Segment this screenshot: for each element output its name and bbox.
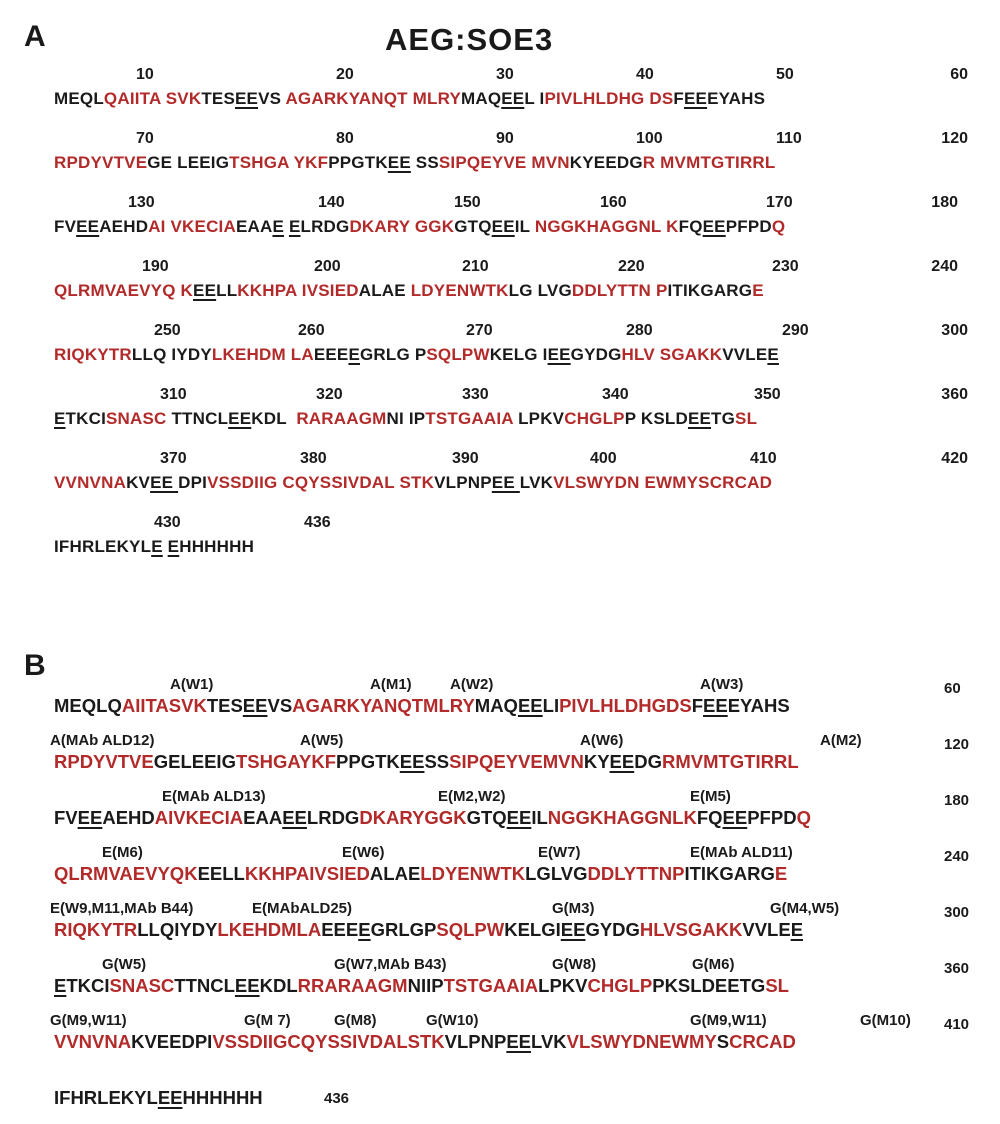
sequence-segment: LL — [216, 281, 238, 300]
epitope-label: G(W8) — [552, 956, 597, 973]
sequence-segment: VS — [258, 89, 286, 108]
sequence-segment: MAQ — [474, 695, 518, 716]
residue-number: 290 — [782, 322, 809, 339]
epitope-block — [54, 844, 970, 900]
underlined-residues: EE — [722, 807, 748, 828]
sequence-line — [54, 153, 776, 173]
underlined-residues: EE — [234, 975, 260, 996]
epitope-label: E(M2,W2) — [438, 788, 506, 805]
underlined-residues: E — [167, 537, 180, 556]
epitope-segment: RIQKYTR — [54, 345, 132, 364]
epitope-segment: RPDYVTVE — [54, 153, 148, 172]
sequence-segment: GTQ — [466, 807, 507, 828]
underlined-residues: EE — [703, 695, 728, 716]
panel-b-epitope-map — [50, 676, 970, 1124]
residue-number: 10 — [136, 66, 154, 83]
panel-b-label: B — [24, 649, 46, 682]
epitope-segment: VSSDIIGCQYSSIVDALSTK — [212, 1031, 445, 1052]
epitope-block — [54, 1068, 944, 1124]
underlined-residues: EE — [76, 217, 100, 236]
sequence-segment: EEE — [321, 919, 359, 940]
sequence-segment: NI IP — [386, 409, 426, 428]
epitope-segment: SNASC — [106, 409, 167, 428]
sequence-line — [54, 345, 779, 365]
epitope-label: E(W9,M11,MAb B44) — [50, 900, 194, 917]
sequence-segment: GE LEEIG — [147, 153, 230, 172]
sequence-segment: KDL — [259, 975, 298, 996]
residue-number: 110 — [776, 130, 802, 147]
sequence-segment: F — [691, 695, 703, 716]
epitope-segment: LKEHDM LA — [211, 345, 314, 364]
sequence-segment: LLQ IYDY — [131, 345, 212, 364]
epitope-segment: VVNVNA — [54, 1031, 132, 1052]
sequence-segment: VS — [267, 695, 293, 716]
residue-number: 436 — [324, 1090, 350, 1107]
epitope-segment: AGARKYANQT MLRY — [285, 89, 461, 108]
residue-number: 30 — [496, 66, 514, 83]
sequence-segment: S — [716, 1031, 730, 1052]
residue-number: 330 — [462, 386, 489, 403]
epitope-segment: DKARY GGK — [349, 217, 455, 236]
residue-number: 230 — [772, 258, 799, 275]
sequence-segment: FV — [54, 217, 77, 236]
sequence-segment: MEQLQ — [54, 695, 122, 716]
underlined-residues: EE — [235, 89, 259, 108]
panel-a-label: A — [24, 20, 46, 53]
underlined-residues: EE — [501, 89, 525, 108]
epitope-segment: DDLYTTNP — [587, 863, 685, 884]
epitope-segment: PIVLHLDHGDS — [559, 695, 692, 716]
sequence-segment: DPI — [178, 473, 208, 492]
sequence-segment: KDL — [251, 409, 297, 428]
epitope-label: G(M9,W11) — [690, 1012, 767, 1029]
underlined-residues: E — [272, 217, 284, 236]
underlined-residues: EE — [77, 807, 103, 828]
epitope-segment: RMVMTGTIRRL — [661, 751, 799, 772]
residue-number: 420 — [941, 450, 968, 467]
sequence-segment: NIIP — [407, 975, 444, 996]
sequence-segment: ITIKGARG — [667, 281, 753, 300]
residue-number: 250 — [154, 322, 181, 339]
sequence-segment: TTNCL — [174, 975, 235, 996]
residue-number: 140 — [318, 194, 345, 211]
sequence-segment: TES — [201, 89, 235, 108]
residue-number: 360 — [941, 386, 968, 403]
sequence-segment: EYAHS — [707, 89, 766, 108]
sequence-segment: KELG I — [489, 345, 548, 364]
sequence-segment: GYDG — [570, 345, 622, 364]
sequence-line — [54, 976, 789, 996]
epitope-segment: AIVKECIA — [154, 807, 244, 828]
underlined-residues: E — [288, 217, 301, 236]
epitope-block — [50, 900, 970, 956]
epitope-segment: KKHPA IVSIED — [237, 281, 359, 300]
residue-number: 100 — [636, 130, 663, 147]
residue-number: 410 — [944, 1016, 970, 1033]
epitope-label: A(M2) — [820, 732, 862, 749]
epitope-label: G(M 7) — [244, 1012, 291, 1029]
residue-number: 370 — [160, 450, 187, 467]
sequence-segment: EELL — [197, 863, 245, 884]
sequence-line — [54, 409, 757, 429]
sequence-segment: P KSLD — [624, 409, 688, 428]
sequence-line — [54, 1032, 796, 1052]
underlined-residues: EE — [684, 89, 708, 108]
residue-number: 90 — [496, 130, 514, 147]
sequence-segment: SS — [410, 153, 439, 172]
epitope-label: G(W7,MAb B43) — [334, 956, 447, 973]
epitope-segment: CHGLP — [564, 409, 625, 428]
underlined-residues: E — [54, 409, 66, 428]
sequence-line — [54, 696, 790, 716]
residue-number: 150 — [454, 194, 481, 211]
residue-number: 436 — [304, 514, 331, 531]
underlined-residues: EE — [506, 807, 532, 828]
sequence-segment: IFHRLEKYL — [54, 537, 152, 556]
epitope-segment: RPDYVTVE — [54, 751, 154, 772]
epitope-segment: AGARKYANQTMLRY — [292, 695, 475, 716]
sequence-segment: TG — [711, 409, 736, 428]
residue-number: 170 — [766, 194, 793, 211]
sequence-segment: VVLE — [742, 919, 791, 940]
sequence-segment: EYAHS — [727, 695, 790, 716]
epitope-segment: SQLPW — [436, 919, 505, 940]
epitope-segment: SNASC — [109, 975, 175, 996]
sequence-segment: AEHD — [102, 807, 155, 828]
residue-number: 220 — [618, 258, 645, 275]
sequence-segment: GRLGP — [370, 919, 437, 940]
epitope-label: G(M8) — [334, 1012, 377, 1029]
residue-number: 300 — [944, 904, 970, 921]
epitope-segment: RIQKYTR — [54, 919, 138, 940]
residue-number: 200 — [314, 258, 341, 275]
sequence-segment: GTQ — [454, 217, 492, 236]
sequence-segment: VVLE — [722, 345, 768, 364]
sequence-segment: HHHHHH — [182, 1087, 263, 1108]
sequence-line — [54, 473, 772, 493]
epitope-label: A(W6) — [580, 732, 624, 749]
sequence-segment: MEQL — [54, 89, 104, 108]
sequence-line — [54, 864, 787, 884]
epitope-label: G(M4,W5) — [770, 900, 840, 917]
epitope-segment: LKEHDMLA — [217, 919, 322, 940]
underlined-residues: EE — [399, 751, 425, 772]
sequence-segment: GRLG P — [359, 345, 427, 364]
epitope-segment: AI VKECIA — [148, 217, 236, 236]
sequence-segment: GYDG — [585, 919, 640, 940]
sequence-segment: IFHRLEKYL — [54, 1087, 158, 1108]
residue-number: 430 — [154, 514, 181, 531]
sequence-segment: IL — [514, 217, 535, 236]
underlined-residues: EE — [491, 473, 520, 492]
sequence-segment: PFPD — [725, 217, 772, 236]
underlined-residues: EE — [687, 409, 712, 428]
sequence-block — [54, 384, 968, 448]
residue-number: 340 — [602, 386, 629, 403]
epitope-segment: DDLYTTN P — [571, 281, 668, 300]
residue-number: 20 — [336, 66, 354, 83]
epitope-label: G(W10) — [426, 1012, 479, 1029]
sequence-segment: EAA — [235, 217, 273, 236]
underlined-residues: EE — [228, 409, 252, 428]
underlined-residues: EE — [282, 807, 307, 828]
epitope-segment: LDYENWTK — [420, 863, 526, 884]
epitope-segment: SL — [735, 409, 758, 428]
sequence-segment: KELGI — [504, 919, 561, 940]
epitope-segment: NGGKHAGGNL K — [534, 217, 679, 236]
residue-number: 320 — [316, 386, 343, 403]
epitope-label: A(M1) — [370, 676, 412, 693]
underlined-residues: E — [348, 345, 360, 364]
underlined-residues: EE — [387, 153, 411, 172]
residue-number: 70 — [136, 130, 154, 147]
epitope-block — [54, 956, 970, 1012]
sequence-segment: PKSLDEETG — [652, 975, 766, 996]
epitope-block — [50, 1012, 970, 1068]
epitope-segment: VLSWYDN EWMY — [553, 473, 699, 492]
sequence-segment: LVK — [519, 473, 554, 492]
sequence-block — [54, 192, 958, 256]
epitope-block — [54, 676, 961, 732]
sequence-block — [54, 128, 968, 192]
residue-number: 280 — [626, 322, 653, 339]
sequence-line — [54, 537, 254, 557]
sequence-segment: LVK — [531, 1031, 567, 1052]
sequence-segment: FQ — [678, 217, 703, 236]
sequence-segment: VLPNP — [444, 1031, 507, 1052]
epitope-label: E(W6) — [342, 844, 385, 861]
underlined-residues: EE — [609, 751, 635, 772]
epitope-segment: SIPQEYVEMVN — [449, 751, 584, 772]
figure-title: AEG:SOE3 — [385, 22, 554, 57]
sequence-line — [54, 808, 811, 828]
epitope-label: E(MAb ALD11) — [690, 844, 793, 861]
epitope-label: E(M6) — [102, 844, 143, 861]
sequence-line — [54, 920, 803, 940]
sequence-line — [54, 89, 765, 109]
sequence-segment: TKCI — [65, 409, 107, 428]
epitope-label: A(W1) — [170, 676, 214, 693]
residue-number: 130 — [128, 194, 155, 211]
sequence-segment: TES — [206, 695, 243, 716]
epitope-segment: E — [752, 281, 764, 300]
epitope-segment: VVNVNA — [54, 473, 127, 492]
sequence-segment: KVEEDPI — [131, 1031, 213, 1052]
epitope-segment: SCRCAD — [698, 473, 773, 492]
sequence-segment: EAA — [243, 807, 283, 828]
sequence-segment: KYEEDG — [569, 153, 643, 172]
sequence-segment: AEHD — [99, 217, 149, 236]
epitope-segment: CHGLP — [587, 975, 653, 996]
residue-number: 310 — [160, 386, 187, 403]
residue-number: 240 — [931, 258, 958, 275]
sequence-segment: LRDG — [306, 807, 360, 828]
sequence-segment: KV — [126, 473, 151, 492]
epitope-label: A(W3) — [700, 676, 744, 693]
epitope-label: E(W7) — [538, 844, 581, 861]
epitope-segment: RRARAAGM — [297, 975, 408, 996]
epitope-segment: SQLPW — [426, 345, 490, 364]
epitope-segment: E — [774, 863, 788, 884]
sequence-segment: VLPNP — [434, 473, 492, 492]
residue-number: 50 — [776, 66, 794, 83]
epitope-segment: RARAAGM — [296, 409, 387, 428]
epitope-segment: QLRMVAEVYQ K — [54, 281, 194, 300]
sequence-line — [54, 752, 799, 772]
underlined-residues: E — [358, 919, 371, 940]
epitope-segment: PIVLHLDHG DS — [544, 89, 674, 108]
residue-number: 190 — [142, 258, 169, 275]
sequence-segment: GELEEIG — [153, 751, 236, 772]
epitope-label: G(W5) — [102, 956, 147, 973]
sequence-segment: MAQ — [460, 89, 502, 108]
epitope-label: G(M10) — [860, 1012, 911, 1029]
sequence-segment: IL — [531, 807, 548, 828]
epitope-segment: VLSWYDNEWMY — [566, 1031, 717, 1052]
epitope-segment: Q — [771, 217, 786, 236]
sequence-segment: SS — [424, 751, 450, 772]
residue-number: 400 — [590, 450, 617, 467]
underlined-residues: EE — [506, 1031, 532, 1052]
underlined-residues: EE — [242, 695, 268, 716]
residue-number: 180 — [944, 792, 970, 809]
residue-number: 210 — [462, 258, 489, 275]
epitope-segment: TSTGAAIA — [443, 975, 539, 996]
epitope-label: G(M9,W11) — [50, 1012, 127, 1029]
sequence-segment: ALAE — [358, 281, 411, 300]
sequence-segment: LLQIYDY — [137, 919, 218, 940]
epitope-segment: TSTGAAIA — [425, 409, 514, 428]
sequence-block — [54, 320, 968, 384]
residue-number: 160 — [600, 194, 627, 211]
epitope-label: A(MAb ALD12) — [50, 732, 155, 749]
sequence-segment: FV — [54, 807, 78, 828]
underlined-residues: E — [54, 975, 67, 996]
epitope-segment: Q — [796, 807, 811, 828]
epitope-segment: QLRMVAEVYQK — [54, 863, 198, 884]
residue-number: 350 — [754, 386, 781, 403]
underlined-residues: E — [790, 919, 804, 940]
sequence-segment: TTNCL — [166, 409, 229, 428]
residue-number: 360 — [944, 960, 970, 977]
residue-number: 410 — [750, 450, 777, 467]
sequence-line — [54, 1088, 263, 1108]
sequence-block — [54, 512, 944, 576]
epitope-label: E(M5) — [690, 788, 731, 805]
sequence-block — [54, 256, 958, 320]
epitope-label: E(MAb ALD13) — [162, 788, 266, 805]
sequence-segment: LRDG — [300, 217, 350, 236]
epitope-segment: LDYENWTK — [410, 281, 509, 300]
sequence-segment: KY — [583, 751, 610, 772]
epitope-segment: NGGKHAGGNLK — [547, 807, 697, 828]
epitope-segment: R MVMTGTIRRL — [642, 153, 776, 172]
underlined-residues: EE — [150, 473, 179, 492]
residue-number: 260 — [298, 322, 325, 339]
residue-number: 300 — [941, 322, 968, 339]
epitope-segment: HLVSGAKK — [639, 919, 743, 940]
sequence-segment: LI — [542, 695, 560, 716]
sequence-segment: DG — [634, 751, 662, 772]
sequence-line — [54, 217, 785, 237]
sequence-segment: L I — [524, 89, 545, 108]
epitope-segment: SIPQEYVE MVN — [438, 153, 570, 172]
residue-number: 240 — [944, 848, 970, 865]
sequence-segment: LPKV — [538, 975, 588, 996]
epitope-segment: HLV SGAKK — [621, 345, 723, 364]
epitope-block — [54, 788, 970, 844]
underlined-residues: EE — [157, 1087, 183, 1108]
epitope-segment: QAIITA SVK — [103, 89, 202, 108]
residue-number: 80 — [336, 130, 354, 147]
epitope-label: A(W2) — [450, 676, 494, 693]
residue-number: 380 — [300, 450, 327, 467]
sequence-segment: LPKV — [513, 409, 565, 428]
sequence-segment: LGLVG — [525, 863, 588, 884]
epitope-block — [50, 732, 970, 788]
underlined-residues: EE — [517, 695, 543, 716]
residue-number: 270 — [466, 322, 493, 339]
epitope-segment: SL — [765, 975, 789, 996]
epitope-segment: CRCAD — [729, 1031, 796, 1052]
sequence-segment: LG LVG — [508, 281, 572, 300]
sequence-segment: PPGTK — [328, 153, 388, 172]
epitope-segment: VSSDIIG CQYSSIVDAL STK — [207, 473, 435, 492]
residue-number: 180 — [931, 194, 958, 211]
sequence-block — [54, 448, 968, 512]
epitope-segment: TSHGAYKF — [235, 751, 337, 772]
sequence-segment: PPGTK — [336, 751, 400, 772]
epitope-segment: TSHGA YKF — [229, 153, 329, 172]
sequence-block — [54, 64, 968, 128]
residue-number: 40 — [636, 66, 654, 83]
epitope-segment: KKHPAIVSIED — [244, 863, 370, 884]
underlined-residues: EE — [491, 217, 515, 236]
sequence-line — [54, 281, 764, 301]
sequence-segment: FQ — [696, 807, 723, 828]
sequence-segment: F — [673, 89, 685, 108]
underlined-residues: EE — [702, 217, 726, 236]
residue-number: 120 — [944, 736, 970, 753]
residue-number: 390 — [452, 450, 479, 467]
underlined-residues: EE — [560, 919, 586, 940]
epitope-segment: DKARYGGK — [359, 807, 467, 828]
sequence-segment: EEE — [313, 345, 349, 364]
residue-number: 60 — [944, 680, 961, 697]
epitope-segment: AIITASVK — [121, 695, 207, 716]
sequence-segment: HHHHHH — [179, 537, 255, 556]
sequence-segment: ALAE — [369, 863, 421, 884]
sequence-segment: PFPD — [747, 807, 797, 828]
residue-number: 60 — [950, 66, 968, 83]
epitope-label: A(W5) — [300, 732, 344, 749]
sequence-segment: ITIKGARG — [684, 863, 775, 884]
underlined-residues: E — [151, 537, 163, 556]
residue-number: 120 — [941, 130, 968, 147]
epitope-label: E(MAbALD25) — [252, 900, 352, 917]
underlined-residues: EE — [193, 281, 217, 300]
sequence-segment: TKCI — [66, 975, 110, 996]
epitope-label: G(M3) — [552, 900, 595, 917]
underlined-residues: E — [767, 345, 779, 364]
epitope-label: G(M6) — [692, 956, 735, 973]
underlined-residues: EE — [547, 345, 571, 364]
panel-a-sequence — [54, 64, 968, 576]
